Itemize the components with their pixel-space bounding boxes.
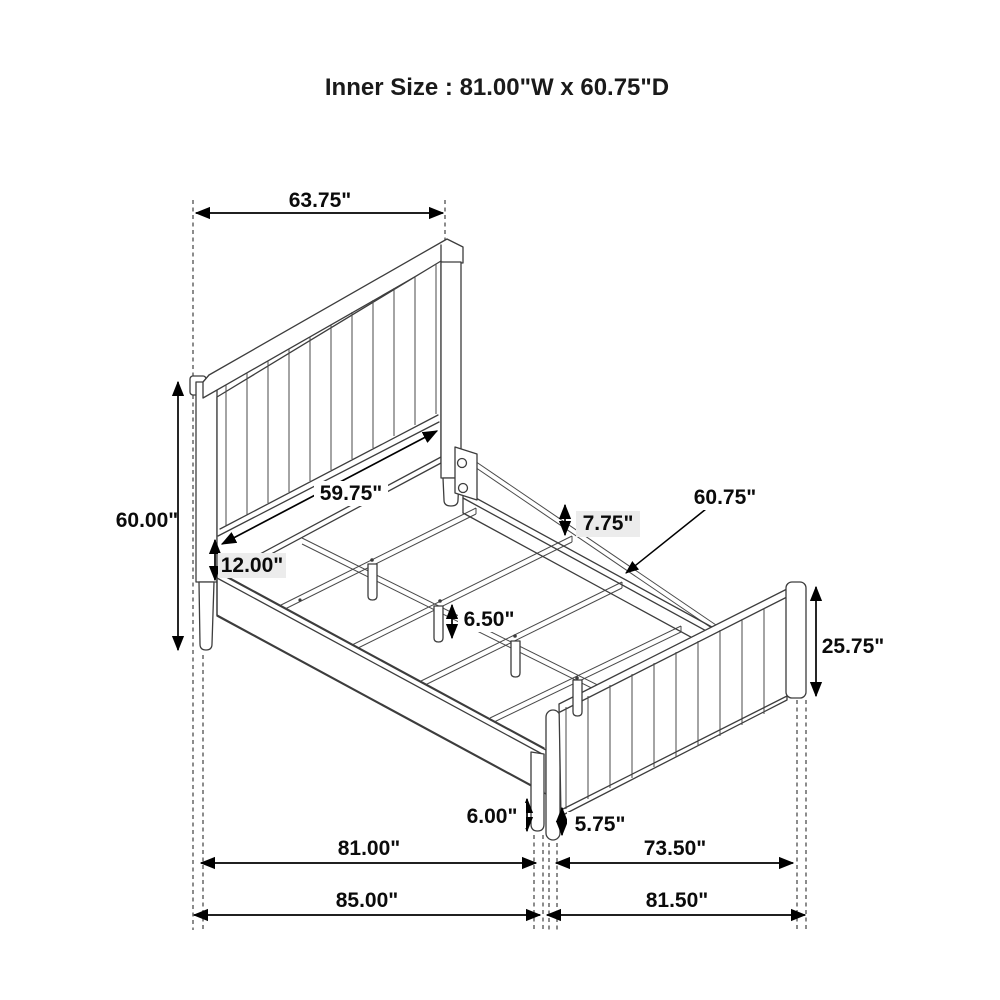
dim-label-overall-length: 85.00" xyxy=(335,889,399,912)
dim-label-inner-length: 81.00" xyxy=(337,837,401,860)
dim-label-footboard-overall: 81.50" xyxy=(645,889,709,912)
front-corner-leg xyxy=(531,752,544,831)
slat-leg xyxy=(511,641,520,677)
dim-label-headboard-inner-width: 59.75" xyxy=(319,482,383,505)
dim-label-rail-gap: 7.75" xyxy=(582,512,634,535)
dim-label-headboard-height: 60.00" xyxy=(115,509,179,532)
slat-leg xyxy=(434,606,443,642)
headboard-left-leg xyxy=(199,582,214,650)
dim-label-headboard-width: 63.75" xyxy=(288,189,352,212)
headboard-right-post xyxy=(441,262,461,478)
footboard-panel xyxy=(559,589,787,816)
dim-label-footboard-height: 25.75" xyxy=(821,635,885,658)
dim-label-footboard-leg-height: 5.75" xyxy=(574,813,626,836)
slat-leg xyxy=(573,680,582,716)
dim-label-slat-leg-height: 6.50" xyxy=(463,608,515,631)
diagram-title: Inner Size : 81.00"W x 60.75"D xyxy=(324,74,670,101)
footboard xyxy=(546,582,806,840)
dim-label-footboard-span: 73.50" xyxy=(643,837,707,860)
dim-label-slat-length: 60.75" xyxy=(693,486,757,509)
slat-leg xyxy=(368,564,377,600)
footboard-left-post xyxy=(546,710,560,840)
headboard-left-post xyxy=(196,382,217,582)
dim-label-front-leg-height: 6.00" xyxy=(466,805,518,828)
dim-label-headboard-rail-height: 12.00" xyxy=(220,554,284,577)
footboard-right-cap xyxy=(786,582,806,698)
